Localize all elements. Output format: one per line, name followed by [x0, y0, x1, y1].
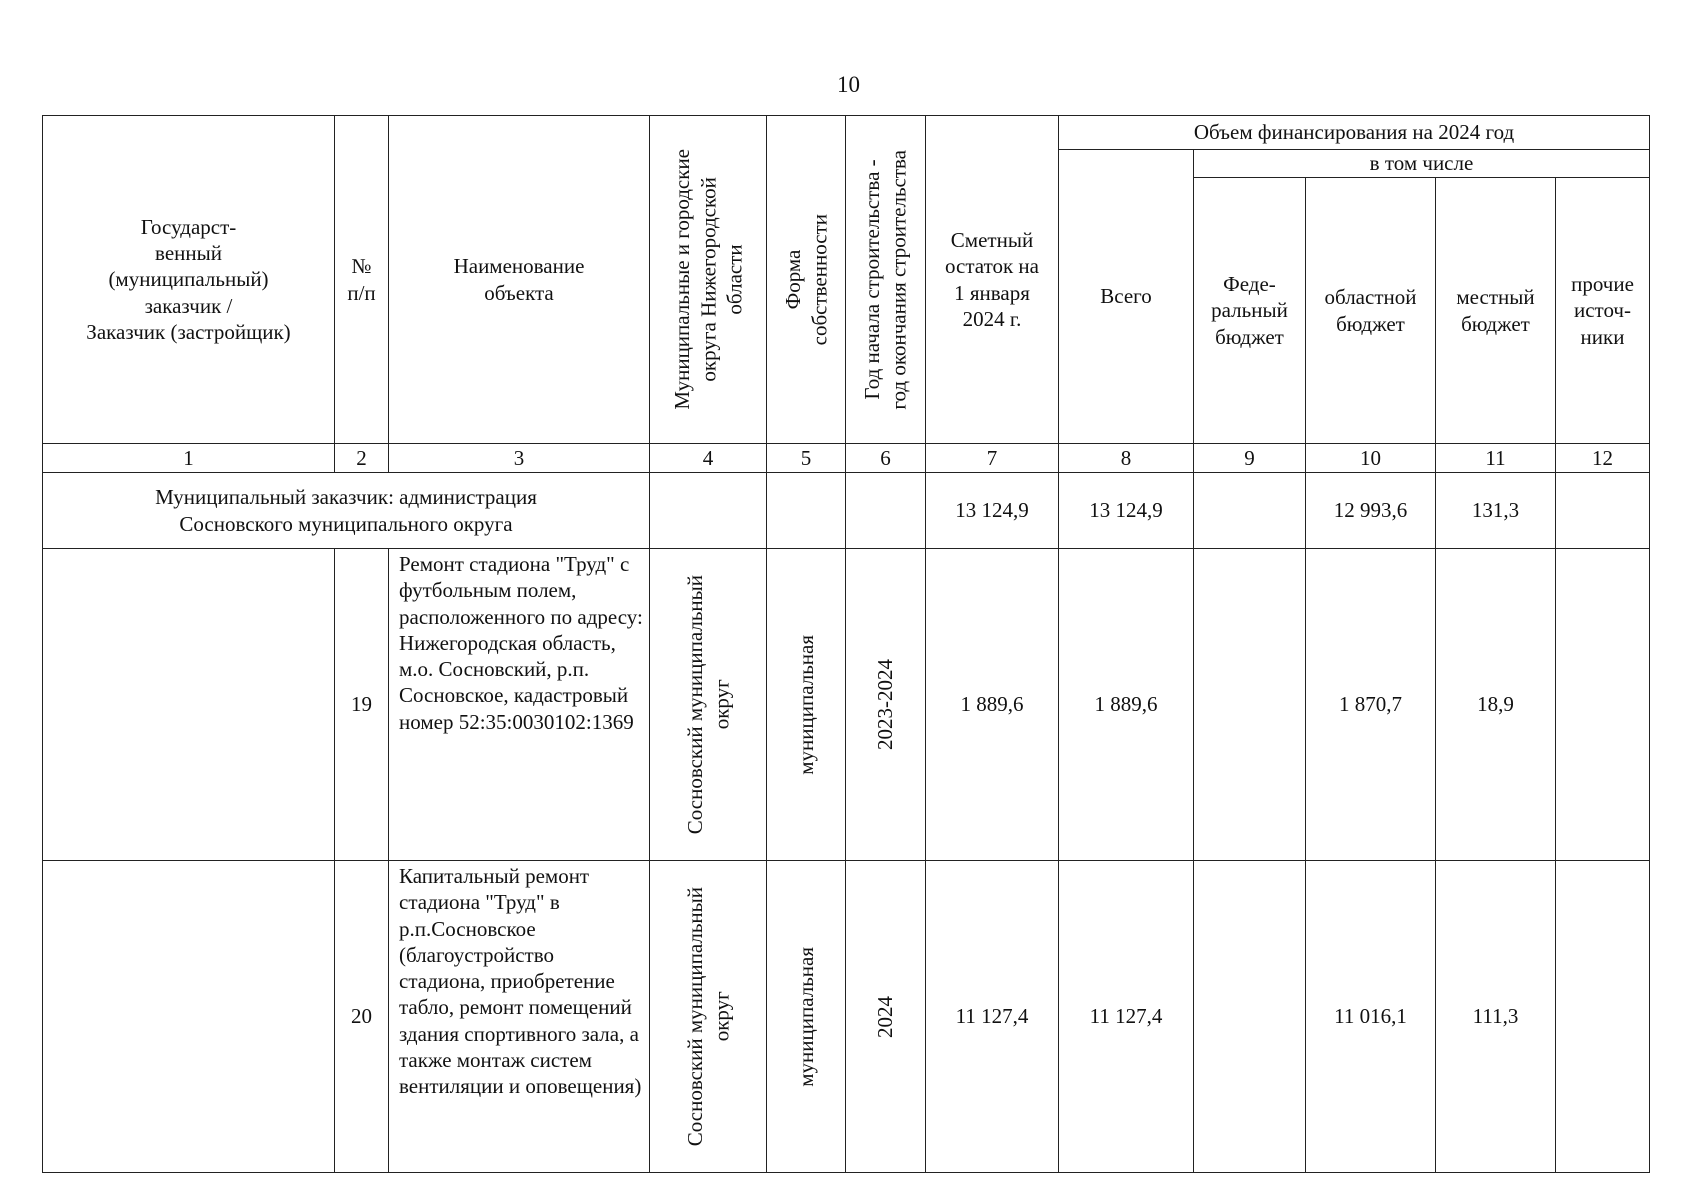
- column-number: 9: [1194, 444, 1306, 473]
- header-municipality-cell: [650, 116, 767, 444]
- row-ownership-cell: [767, 861, 846, 1173]
- row-total: 1 889,6: [1059, 549, 1194, 861]
- section-row: [43, 473, 1650, 549]
- row-customer: [43, 861, 335, 1173]
- column-number: 2: [335, 444, 389, 473]
- page-number: 10: [837, 72, 860, 97]
- column-number: 5: [767, 444, 846, 473]
- row-years: 2023-2024: [873, 659, 898, 750]
- row-municipality-cell: [650, 861, 767, 1173]
- section-ownership: [767, 473, 846, 549]
- header-estimate: Сметный остаток на 1 января 2024 г.: [926, 116, 1059, 444]
- column-number: 7: [926, 444, 1059, 473]
- row-estimate: 1 889,6: [926, 549, 1059, 861]
- column-number: 12: [1556, 444, 1650, 473]
- column-numbers-row: [43, 444, 1650, 473]
- section-total: 13 124,9: [1059, 473, 1194, 549]
- header-years: Год начала строительства - год окончания строительства: [860, 149, 911, 410]
- row-local: 18,9: [1436, 549, 1556, 861]
- row-ownership-cell: [767, 549, 846, 861]
- column-number: 8: [1059, 444, 1194, 473]
- row-federal: [1194, 549, 1306, 861]
- header-row-1: [43, 116, 1650, 150]
- section-other: [1556, 473, 1650, 549]
- table-row: [43, 861, 1650, 1173]
- header-ownership: Форма собственности: [780, 213, 831, 346]
- header-total: Всего: [1059, 150, 1194, 444]
- header-customer: Государст- венный (муниципальный) заказчик / Заказчик (застройщик): [43, 116, 335, 444]
- section-label: Муниципальный заказчик: администрация Сосновского муниципального округа: [43, 473, 650, 549]
- section-municipality: [650, 473, 767, 549]
- row-years-cell: [846, 861, 926, 1173]
- header-regional: областной бюджет: [1306, 178, 1436, 444]
- financing-table: [42, 115, 1650, 1173]
- row-ownership: муниципальная: [793, 634, 818, 775]
- column-number: 10: [1306, 444, 1436, 473]
- row-federal: [1194, 861, 1306, 1173]
- section-estimate: 13 124,9: [926, 473, 1059, 549]
- header-local: местный бюджет: [1436, 178, 1556, 444]
- column-number: 11: [1436, 444, 1556, 473]
- section-years: [846, 473, 926, 549]
- header-other: прочие источ- ники: [1556, 178, 1650, 444]
- column-number: 6: [846, 444, 926, 473]
- header-municipality: Муниципальные и городские округа Нижегородской области: [669, 149, 747, 410]
- row-num: 19: [335, 549, 389, 861]
- column-number: 3: [389, 444, 650, 473]
- row-ownership: муниципальная: [793, 946, 818, 1087]
- column-number: 4: [650, 444, 767, 473]
- header-including: в том числе: [1194, 150, 1650, 178]
- row-municipality: Сосновский муниципальный округ: [682, 886, 733, 1147]
- header-ownership-cell: [767, 116, 846, 444]
- row-years: 2024: [873, 995, 898, 1038]
- row-object-name: Капитальный ремонт стадиона "Труд" в р.п.Сосновское (благоустройство стадиона, приобретение табло, ремонт помещений здания спортивного зала, а также монтаж систем вентиляции и оповещения): [389, 861, 650, 1173]
- row-other: [1556, 549, 1650, 861]
- header-num: № п/п: [335, 116, 389, 444]
- row-estimate: 11 127,4: [926, 861, 1059, 1173]
- header-years-cell: [846, 116, 926, 444]
- row-customer: [43, 549, 335, 861]
- table-row: [43, 549, 1650, 861]
- row-num: 20: [335, 861, 389, 1173]
- row-years-cell: [846, 549, 926, 861]
- section-regional: 12 993,6: [1306, 473, 1436, 549]
- header-object-name: Наименование объекта: [389, 116, 650, 444]
- section-federal: [1194, 473, 1306, 549]
- row-regional: 11 016,1: [1306, 861, 1436, 1173]
- row-object-name: Ремонт стадиона "Труд" с футбольным полем, расположенного по адресу: Нижегородская область, м.о. Сосновский, р.п. Сосновское, кадастровый номер 52:35:0030102:1369: [389, 549, 650, 861]
- row-municipality: Сосновский муниципальный округ: [682, 574, 733, 835]
- row-local: 111,3: [1436, 861, 1556, 1173]
- row-total: 11 127,4: [1059, 861, 1194, 1173]
- header-funding-group: Объем финансирования на 2024 год: [1059, 116, 1650, 150]
- row-other: [1556, 861, 1650, 1173]
- section-local: 131,3: [1436, 473, 1556, 549]
- row-municipality-cell: [650, 549, 767, 861]
- header-federal: Феде- ральный бюджет: [1194, 178, 1306, 444]
- column-number: 1: [43, 444, 335, 473]
- row-regional: 1 870,7: [1306, 549, 1436, 861]
